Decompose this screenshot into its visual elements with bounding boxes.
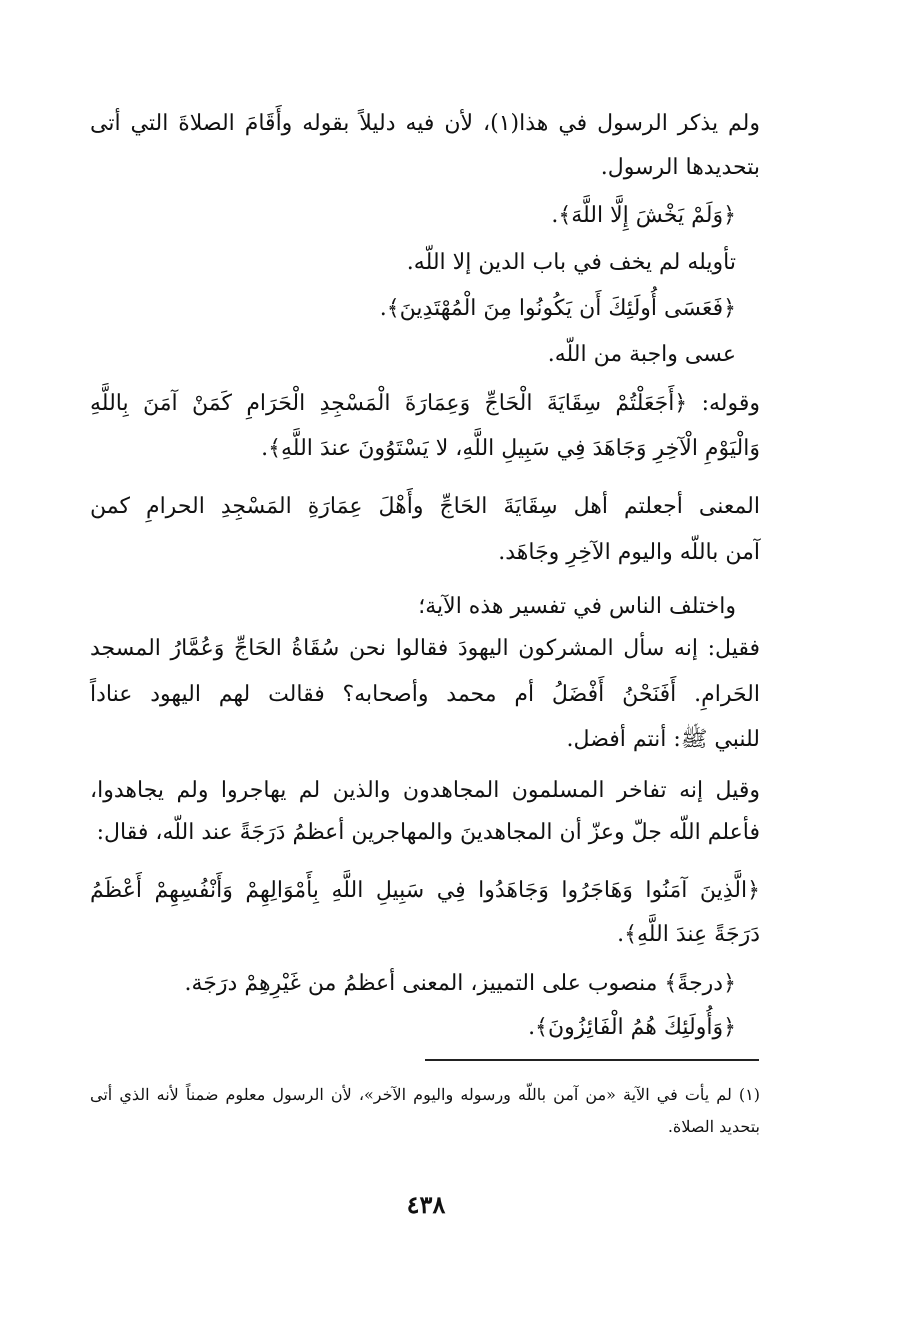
text-line: واختلف الناس في تفسير هذه الآية؛ — [418, 594, 736, 619]
text-line: الحَرامِ. أَفَنَحْنُ أَفْضَلُ أم محمد وأصحابه؟ فقالت لهم اليهود عناداً — [90, 682, 760, 707]
quran-verse: دَرَجَةً عِندَ اللَّهِ﴾. — [617, 922, 760, 947]
quran-verse: ﴿فَعَسَى أُولَئِكَ أَن يَكُونُوا مِنَ الْمُهْتَدِينَ﴾. — [379, 296, 736, 321]
page-number: ٤٣٨ — [406, 1190, 446, 1219]
text-line: بتحديدها الرسول. — [600, 155, 760, 180]
quran-verse: ﴿الَّذِينَ آمَنُوا وَهَاجَرُوا وَجَاهَدُوا فِي سَبِيلِ اللَّهِ بِأَمْوَالِهِمْ وَأَنْفُسِهِمْ أَعْظَمُ — [90, 878, 760, 903]
text-line: وقوله: ﴿أَجَعَلْتُمْ سِقَايَةَ الْحَاجِّ وَعِمَارَةَ الْمَسْجِدِ الْحَرَامِ كَمَنْ آمَنَ بِاللَّهِ — [90, 391, 760, 416]
footnote-separator — [425, 1059, 759, 1061]
text-line: ولم يذكر الرسول في هذا(١)، لأن فيه دليلاً بقوله وأَقَامَ الصلاةَ التي أتى — [90, 111, 760, 136]
text-line: للنبي ﷺ: أنتم أفضل. — [566, 727, 760, 752]
footnote-line: (١) لم يأت في الآية «من آمن باللّه ورسوله واليوم الآخر»، لأن الرسول معلوم ضمناً لأنه الذي أتى — [90, 1085, 760, 1104]
text-line: آمن باللّه واليوم الآخِرِ وجَاهَد. — [498, 540, 760, 565]
text-line: فأعلم اللّه جلّ وعزّ أن المجاهدينَ والمهاجرين أعظمُ دَرَجَةً عند اللّه، فقال: — [96, 820, 760, 845]
quran-verse: ﴿وَأُولَئِكَ هُمُ الْفَائِزُونَ﴾. — [528, 1015, 736, 1040]
text-line: المعنى أجعلتم أهل سِقَايَةَ الحَاجِّ وأَهْلَ عِمَارَةِ المَسْجِدِ الحرامِ كمن — [90, 494, 760, 519]
quran-verse: ﴿وَلَمْ يَخْشَ إِلَّا اللَّهَ﴾. — [551, 203, 736, 228]
text-line: وقيل إنه تفاخر المسلمون المجاهدون والذين لم يهاجروا ولم يجاهدوا، — [90, 778, 760, 803]
footnote-line: بتحديد الصلاة. — [667, 1117, 760, 1136]
text-line: فقيل: إنه سأل المشركون اليهودَ فقالوا نحن سُقَاةُ الحَاجِّ وَعُمَّارُ المسجد — [90, 636, 760, 661]
text-line: ﴿درجةً﴾ منصوب على التمييز، المعنى أعظمُ من غَيْرِهِمْ درَجَة. — [184, 971, 736, 996]
text-line: تأويله لم يخف في باب الدين إلا اللّه. — [406, 250, 736, 275]
text-line: عسى واجبة من اللّه. — [547, 342, 736, 367]
quran-verse: وَالْيَوْمِ الْآخِرِ وَجَاهَدَ فِي سَبِيلِ اللَّهِ، لا يَسْتَوُونَ عندَ اللَّهِ﴾. — [261, 436, 760, 461]
